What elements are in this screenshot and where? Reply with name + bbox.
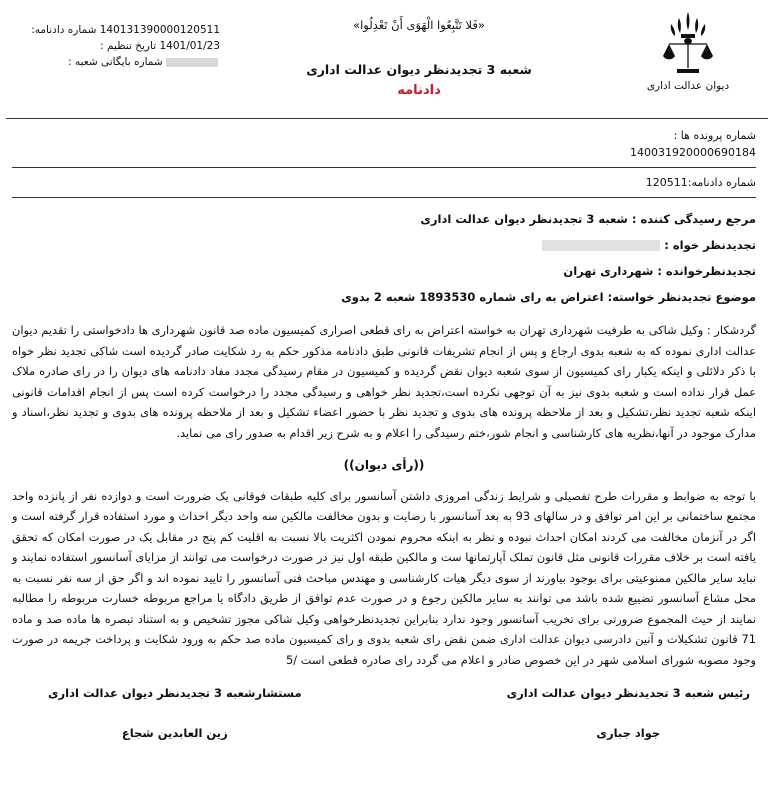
dossier-row [12, 168, 756, 191]
meta-value-date: 1401/01/23 [159, 40, 220, 52]
field-authority [12, 206, 756, 232]
case-files-value-row [12, 144, 756, 161]
case-files-label: شماره پرونده ها : [673, 129, 756, 142]
field-subject [12, 284, 756, 310]
iran-emblem-icon [657, 10, 719, 76]
document-type-title: دادنامه [397, 83, 441, 98]
meta-row-archive-number [10, 54, 220, 70]
ruling-heading: ((رأی دیوان)) [343, 458, 425, 472]
meta-row-date [10, 38, 220, 54]
header-center [220, 8, 618, 98]
emblem-block [618, 8, 758, 92]
signature-advisor-title: مستشارشعبه 3 تجدیدنظر دیوان عدالت اداری [48, 686, 302, 700]
field-appellee-label: تجدیدنظرخوانده : [653, 264, 756, 278]
signature-head-title: رئیس شعبه 3 تجدیدنظر دیوان عدالت اداری [506, 686, 750, 700]
meta-value-verdict-number: 140131390000120511 [99, 24, 220, 36]
signature-advisor-name: زین العابدین شجاع [121, 726, 228, 740]
paragraph-ruling: با توجه به ضوابط و مقررات طرح تفصیلی و شرایط زندگی امروزی داشتن آسانسور برای کلیه طبقات فوقانی یک ضرورت است و دوازده نفر از پانزده واحد مجتمع ساختمانی بر این امر توافق و در سالهای 93 به بعد آسانسور با رضایت و بدون مخالفت مالکین سه واحد دیگر احداث و مورد استفاده قرار گرفته است و اگر در آنزمان مخالفت می کردند امکان احداث نبوده و نظر به اینکه محروم نمودن اکثریت بالا نسبت به اقلیت کم پنج در مقابل یک در صورت امکان که تحقق یافته است بر خلاف مقررات قانونی مثل قانون تملک آپارتمانها ست و مالکین طبقه اول نیز در صورت درخواست می توانند از مزایای آسانسور استفاده نمایند و نباید سایر مالکین ممنوعیتی برای بوجود بیاورند از سوی دیگر هیات کارشناسی و مهندس مباحث فنی آسانسور را تایید نموده اند و اگر حق از سه نفر نسبت به محل مشاع آسانسور تضییع شده باشد می توانند به سایر مالکین رجوع و در صورت عدم توافق از طریق دادگاه یا مراجع مربوطه خسارت مربوطه را مطالبه نمایند از حیث المجموع ضرورتی برای تخریب آسانسور وجود ندارد بنابراین تجدیدنظرخواهی وکیل شاکی مجوز تشخیص و به استناد تبصره ها ماده صد و ماده 71 قانون تشکیلات و آنین دادرسی دیوان عدالت اداری ضمن نقض رای شعبه بدوی و رای کمیسیون ماده صد حکم به ورود شکایت و پرداخت جریمه در صورت وجود مصوبه شورای اسلامی شهر در این خصوص صادر و اعلام می گردد رای صادره قطعی است /5 [12, 488, 756, 667]
emblem-label: دیوان عدالت اداری [646, 80, 730, 92]
field-subject-value: اعتراض به رای شماره 1893530 شعبه 2 بدوی [341, 290, 604, 304]
signature-advisor [48, 686, 302, 740]
signature-head [507, 686, 750, 740]
dossier-label: شماره دادنامه: [687, 176, 756, 189]
case-divider-2 [12, 197, 756, 198]
case-files-value: 140031920000690184 [630, 146, 756, 159]
field-authority-label: مرجع رسیدگی کننده : [627, 212, 756, 226]
case-number-block [0, 119, 768, 200]
document-body [0, 310, 768, 670]
redaction-block-archive-number [166, 58, 218, 67]
field-appellee [12, 258, 756, 284]
field-appellee-value: شهرداری تهران [563, 264, 654, 278]
fields-block [0, 200, 768, 310]
redaction-block-appellant [542, 240, 660, 251]
meta-row-verdict-number [10, 22, 220, 38]
paragraph-proceedings: گردشکار : وکیل شاکی به طرفیت شهرداری تهران به خواسته اعتراض به رای قطعی اصراری کمیسیون ماده صد قانون شهرداری ها دادخواستی را تقدیم دیوان عدالت اداری نموده که به شعبه بدوی ارجاع و پس از انجام تشریفات قانونی طبق دادنامه مذکور حکم به رد شکایت صادر گردیده است شاکی تجدید نظر خواه با ذکر دلائلی و اینکه یکبار رای کمیسیون از سوی شعبه دیوان نقض گردیده و کمیسیون در مقام رسیدگی مجدد مفاد دادنامه های دیوان را در رای صادره ملاک عمل قرار نداده است و شعبه بدوی نیز به آن توجهی نکرده است،تجدید نظر خواهی و رسیدگی مجدد را درخواست کرده است پس از انجام اقدامات قانونی اینکه شعبه تجدید نظر،تشکیل و بعد از ملاحظه پرونده های بدوی و تجدید نظر با حضور اعضاء تشکیل و بعد از ملاحظه پرونده های بدوی و تجدید نظر،اسناد و مدارک موجود در آنها،نظریه های کارشناسی و انجام شور،ختم رسیدگی را اعلام و به شرح زیر اقدام به صدور رای می نماید. [12, 323, 756, 440]
field-subject-label: موضوع تجدیدنظر خواسته: [603, 290, 756, 304]
quran-verse: «فَلا تَتَّبِعُوا الْهَوَى أَنْ تَعْدِلُوا» [353, 18, 485, 32]
meta-label-archive-number: شماره بایگانی شعبه : [68, 56, 163, 68]
meta-label-date: تاریخ تنظیم : [100, 40, 157, 52]
case-files-label-row [12, 127, 756, 144]
header-meta-block [10, 8, 220, 70]
page-left-edge [0, 0, 6, 791]
meta-label-verdict-number: شماره دادنامه: [31, 24, 97, 36]
field-appellant-label: تجدیدنظر خواه : [660, 238, 756, 252]
field-appellant [12, 232, 756, 258]
dossier-value: 120511 [645, 176, 688, 189]
document-header [0, 0, 768, 118]
signature-head-name: جواد جباری [596, 726, 661, 740]
signature-block [0, 686, 768, 740]
field-authority-value: شعبه 3 تجدیدنظر دیوان عدالت اداری [420, 212, 628, 226]
branch-title: شعبه 3 تجدیدنظر دیوان عدالت اداری [306, 62, 532, 77]
